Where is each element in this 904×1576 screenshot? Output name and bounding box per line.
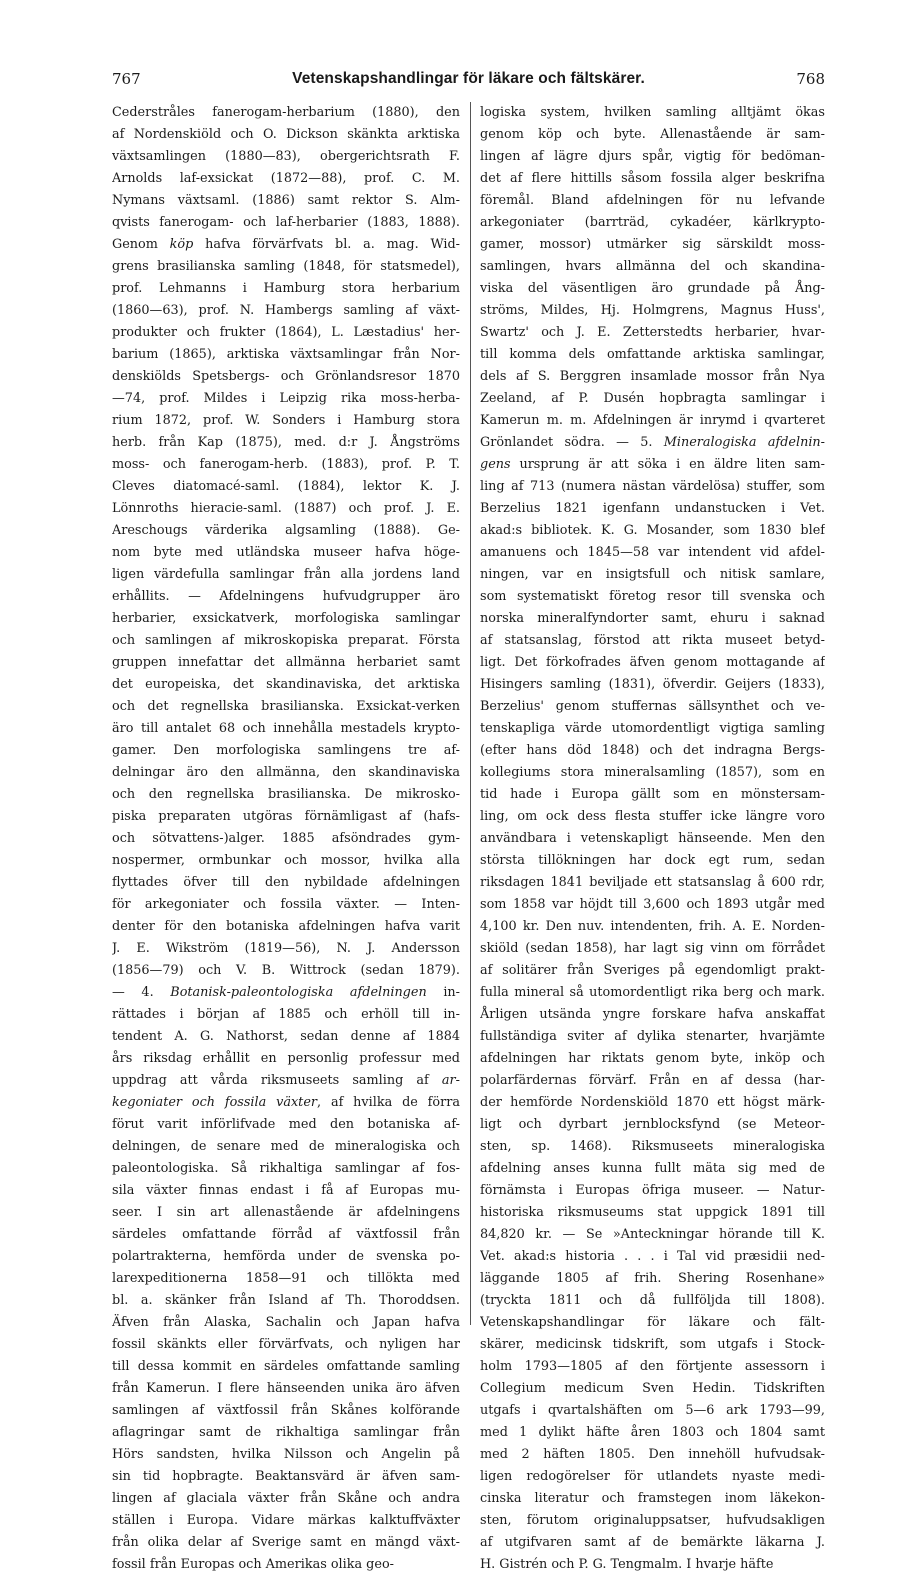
text-line: Nymans växtsaml. (1886) samt rektor S. Alm- <box>112 193 460 208</box>
page-header <box>112 70 825 92</box>
text-line: rättades i början af 1885 och erhöll till in- <box>112 1007 460 1022</box>
text-line: Arnolds laf-exsickat (1872—88), prof. C. M. <box>112 171 460 186</box>
text-line: Vet. akad:s historia . . . i Tal vid præsidii ned- <box>480 1249 825 1264</box>
text-line: (1856—79) och V. B. Wittrock (sedan 1879). <box>112 963 460 978</box>
text-line: skiöld (sedan 1858), har lagt sig vinn om förrådet <box>480 941 825 956</box>
text-line: genom köp och byte. Allenastående är sam- <box>480 127 825 142</box>
text-line: ligt. Det förkofrades äfven genom mottagande af <box>480 655 825 670</box>
text-line: Zeeland, af P. Dusén hopbragta samlingar i <box>480 391 825 406</box>
text-line: ningen, var en insigtsfull och nitisk samlare, <box>480 567 825 582</box>
text-line: holm 1793—1805 af den förtjente assessorn i <box>480 1359 825 1374</box>
text-line: förut varit införlifvade med den botaniska af- <box>112 1117 460 1132</box>
text-line: piska preparaten utgöras förnämligast af (hafs- <box>112 809 460 824</box>
text-line: cinska literatur och framstegen inom läkekon- <box>480 1491 825 1506</box>
text-line: denskiölds Spetsbergs- och Grönlandsresor 1870 <box>112 369 460 384</box>
text-line: det af flere hittills såsom fossila alger beskrifna <box>480 171 825 186</box>
text-line: der hemförde Nordenskiöld 1870 ett högst märk- <box>480 1095 825 1110</box>
text-line: herbarier, exsickatverk, morfologiska samlingar <box>112 611 460 626</box>
text-line: ställen i Europa. Vidare märkas kalktuffväxter <box>112 1513 460 1528</box>
text-line: Hörs sandsten, hvilka Nilsson och Angelin på <box>112 1447 460 1462</box>
text-line: största tillökningen har dock egt rum, sedan <box>480 853 825 868</box>
text-line: Årligen utsända yngre forskare hafva anskaffat <box>480 1007 825 1022</box>
text-line: —74, prof. Mildes i Leipzig rika moss-herba- <box>112 391 460 406</box>
text-line: historiska riksmuseums stat uppgick 1891 till <box>480 1205 825 1220</box>
text-line: till dessa kommit en särdeles omfattande samling <box>112 1359 460 1374</box>
text-line: aflagringar samt de rikhaltiga samlingar från <box>112 1425 460 1440</box>
text-line: rium 1872, prof. W. Sonders i Hamburg stora <box>112 413 460 428</box>
text-line: gamer. Den morfologiska samlingens tre af- <box>112 743 460 758</box>
text-line: med 2 häften 1805. Den innehöll hufvudsak- <box>480 1447 825 1462</box>
text-line: akad:s bibliotek. K. G. Mosander, som 1830 blef <box>480 523 825 538</box>
text-line: Hisingers samling (1831), öfverdir. Geijers (1833), <box>480 677 825 692</box>
text-line: logiska system, hvilken samling alltjämt ökas <box>480 105 825 120</box>
text-line: polarfärdernas förvärf. Från en af dessa (har- <box>480 1073 825 1088</box>
column-divider <box>470 102 471 1325</box>
text-line: skärer, medicinsk tidskrift, som utgafs i Stock- <box>480 1337 825 1352</box>
page-number-right: 768 <box>796 70 825 88</box>
text-line: som systematiskt företog resor till svenska och <box>480 589 825 604</box>
page-number-left: 767 <box>112 70 141 88</box>
text-line: Swartz' och J. E. Zetterstedts herbarier, hvar- <box>480 325 825 340</box>
text-line: och den regnellska brasilianska. De mikrosko- <box>112 787 460 802</box>
text-line: ströms, Mildes, Hj. Holmgrens, Magnus Huss', <box>480 303 825 318</box>
text-line: års riksdag erhållit en personlig professur med <box>112 1051 460 1066</box>
text-line: äro till antalet 68 och innehålla mestadels krypto- <box>112 721 460 736</box>
text-line: bl. a. skänker från Island af Th. Thoroddsen. <box>112 1293 460 1308</box>
text-line: af utgifvaren samt af de bemärkte läkarna J. <box>480 1535 825 1550</box>
text-line: tid hade i Europa gällt som en mönstersam- <box>480 787 825 802</box>
text-line: arkegoniater (barrträd, cykadéer, kärlkrypto- <box>480 215 825 230</box>
text-line: tendent A. G. Nathorst, sedan denne af 1884 <box>112 1029 460 1044</box>
text-line: (tryckta 1811 och då fullföljda till 1808). <box>480 1293 825 1308</box>
text-line: delningen, de senare med de mineralogiska och <box>112 1139 460 1154</box>
text-line: utgafs i qvartalshäften om 5—6 ark 1793—99, <box>480 1403 825 1418</box>
text-line: Lönnroths hieracie-saml. (1887) och prof. J. E. <box>112 501 460 516</box>
text-line: Vetenskapshandlingar för läkare och fält- <box>480 1315 825 1330</box>
text-line: gamer, mossor) utmärker sig särskildt moss- <box>480 237 825 252</box>
text-line: samlingen af växtfossil från Skånes kolförande <box>112 1403 460 1418</box>
text-line: sin tid hopbragte. Beaktansvärd är äfven sam- <box>112 1469 460 1484</box>
text-line: och sötvattens-)alger. 1885 afsöndrades gym- <box>112 831 460 846</box>
text-line: Berzelius' genom stuffernas sällsynthet och ve- <box>480 699 825 714</box>
text-line: sten, förutom originaluppsatser, hufvudsakligen <box>480 1513 825 1528</box>
text-line: delningar äro den allmänna, den skandinaviska <box>112 765 460 780</box>
text-line: afdelningen har riktats genom byte, inköp och <box>480 1051 825 1066</box>
text-line: tenskapliga värde utomordentligt vigtiga samling <box>480 721 825 736</box>
text-line: ligt och dyrbart jernblocksfynd (se Meteor- <box>480 1117 825 1132</box>
text-line: med 1 dylikt häfte åren 1803 och 1804 samt <box>480 1425 825 1440</box>
text-line: fossil från Europas och Amerikas olika geo- <box>112 1557 394 1572</box>
text-line: nom byte med utländska museer hafva höge- <box>112 545 460 560</box>
text-line: norska mineralfyndorter samt, ehuru i saknad <box>480 611 825 626</box>
text-line: (efter hans död 1848) och det indragna Bergs- <box>480 743 825 758</box>
text-line: särdeles omfattande förråd af växtfossil från <box>112 1227 460 1242</box>
text-line: dels af S. Berggren insamlade mossor från Nya <box>480 369 825 384</box>
text-line: ling af 713 (numera nästan värdelösa) stuffer, som <box>480 479 825 494</box>
text-line: och det regnellska brasilianska. Exsickat-verken <box>112 699 460 714</box>
text-line: Genom köp hafva förvärfvats bl. a. mag. Wid- <box>112 237 460 252</box>
text-line: kollegiums stora mineralsamling (1857), som en <box>480 765 825 780</box>
text-line: af Nordenskiöld och O. Dickson skänkta arktiska <box>112 127 460 142</box>
text-line: Cederstråles fanerogam-herbarium (1880), den <box>112 105 460 120</box>
text-line: herb. från Kap (1875), med. d:r J. Ångströms <box>112 435 460 450</box>
text-line: denter för den botaniska afdelningen hafva varit <box>112 919 460 934</box>
text-line: uppdrag att vårda riksmuseets samling af ar- <box>112 1073 460 1088</box>
right-column <box>480 102 825 1576</box>
text-line: af statsanslag, förstod att rikta museet betyd- <box>480 633 825 648</box>
text-line: af solitärer från Sveriges på egendomligt prakt- <box>480 963 825 978</box>
text-line: erhållits. — Afdelningens hufvudgrupper äro <box>112 589 460 604</box>
text-line: viska del väsentligen äro grundade på Ång- <box>480 281 825 296</box>
text-line: — 4. Botanisk-paleontologiska afdelningen in- <box>112 985 460 1000</box>
text-line: läggande 1805 af frih. Shering Rosenhane» <box>480 1271 825 1286</box>
text-line: ligen redogörelser för utlandets nyaste medi- <box>480 1469 825 1484</box>
text-line: fullständiga sviter af dylika stenarter, hvarjämte <box>480 1029 825 1044</box>
text-line: sten, sp. 1468). Riksmuseets mineralogiska <box>480 1139 825 1154</box>
text-line: Areschougs värderika algsamling (1888). Ge- <box>112 523 460 538</box>
text-line: paleontologiska. Så rikhaltiga samlingar af fos- <box>112 1161 460 1176</box>
text-line: och samlingen af mikroskopiska preparat. Första <box>112 633 460 648</box>
text-line: från olika delar af Sverige samt en mängd växt- <box>112 1535 460 1550</box>
text-line: moss- och fanerogam-herb. (1883), prof. P. T. <box>112 457 460 472</box>
text-line: föremål. Bland afdelningen för nu lefvande <box>480 193 825 208</box>
text-line: Kamerun m. m. Afdelningen är inrymd i qvarteret <box>480 413 825 428</box>
text-line: gens ursprung är att söka i en äldre liten sam- <box>480 457 825 472</box>
text-line: grens brasilianska samling (1848, för statsmedel), <box>112 259 460 274</box>
text-line: prof. Lehmanns i Hamburg stora herbarium <box>112 281 460 296</box>
text-line: polartrakterna, hemförda under de svenska po- <box>112 1249 460 1264</box>
text-line: J. E. Wikström (1819—56), N. J. Andersson <box>112 941 460 956</box>
text-line: 84,820 kr. — Se »Anteckningar hörande till K. <box>480 1227 825 1242</box>
text-line: amanuens och 1845—58 var intendent vid afdel- <box>480 545 825 560</box>
text-line: till komma dels omfattande arktiska samlingar, <box>480 347 825 362</box>
text-line: nospermer, ormbunkar och mossor, hvilka alla <box>112 853 460 868</box>
text-line: sila växter finnas endast i få af Europas mu- <box>112 1183 460 1198</box>
text-line: ling, om ock dess flesta stuffer icke längre voro <box>480 809 825 824</box>
text-line: växtsamlingen (1880—83), obergerichtsrath F. <box>112 149 460 164</box>
text-line: H. Gistrén och P. G. Tengmalm. I hvarje häfte <box>480 1557 774 1572</box>
text-line: (1860—63), prof. N. Hambergs samling af växt- <box>112 303 460 318</box>
text-line: ligen värdefulla samlingar från alla jordens land <box>112 567 460 582</box>
text-line: lingen af lägre djurs spår, vigtig för bedöman- <box>480 149 825 164</box>
text-line: riksdagen 1841 beviljade ett statsanslag å 600 rdr, <box>480 875 825 890</box>
text-line: från Kamerun. I flere hänseenden unika äro äfven <box>112 1381 460 1396</box>
text-line: samlingen, hvars allmänna del och skandina- <box>480 259 825 274</box>
running-title: Vetenskapshandlingar för läkare och fältskärer. <box>292 70 645 87</box>
text-line: Äfven från Alaska, Sachalin och Japan hafva <box>112 1315 460 1330</box>
text-line: seer. I sin art allenastående är afdelningens <box>112 1205 460 1220</box>
text-line: för arkegoniater och fossila växter. — Inten- <box>112 897 460 912</box>
text-line: förnämsta i Europas öfriga museer. — Natur- <box>480 1183 825 1198</box>
text-line: Grönlandet södra. — 5. Mineralogiska afdelnin- <box>480 435 825 450</box>
text-line: lingen af glaciala växter från Skåne och andra <box>112 1491 460 1506</box>
text-line: barium (1865), arktiska växtsamlingar från Nor- <box>112 347 460 362</box>
text-line: som 1858 var höjdt till 3,600 och 1893 utgår med <box>480 897 825 912</box>
text-line: flyttades öfver till den nybildade afdelningen <box>112 875 460 890</box>
text-line: Collegium medicum Sven Hedin. Tidskriften <box>480 1381 825 1396</box>
text-line: användbara i vetenskapligt hänseende. Men den <box>480 831 825 846</box>
text-line: det europeiska, det skandinaviska, det arktiska <box>112 677 460 692</box>
text-line: afdelning anses kunna fullt mäta sig med de <box>480 1161 825 1176</box>
text-line: larexpeditionerna 1858—91 och tillökta med <box>112 1271 460 1286</box>
text-line: fossil skänkts eller förvärfvats, och nyligen har <box>112 1337 460 1352</box>
left-column <box>112 102 460 1576</box>
text-line: fulla mineral så utomordentligt rika berg och mark. <box>480 985 825 1000</box>
text-line: qvists fanerogam- och laf-herbarier (1883, 1888). <box>112 215 460 230</box>
text-line: gruppen innefattar det allmänna herbariet samt <box>112 655 460 670</box>
text-line: Cleves diatomacé-saml. (1884), lektor K. J. <box>112 479 460 494</box>
text-line: 4,100 kr. Den nuv. intendenten, frih. A. E. Norden- <box>480 919 825 934</box>
text-line: kegoniater och fossila växter, af hvilka de förra <box>112 1095 460 1110</box>
text-line: produkter och frukter (1864), L. Læstadius' her- <box>112 325 460 340</box>
text-line: Berzelius 1821 igenfann undanstucken i Vet. <box>480 501 825 516</box>
